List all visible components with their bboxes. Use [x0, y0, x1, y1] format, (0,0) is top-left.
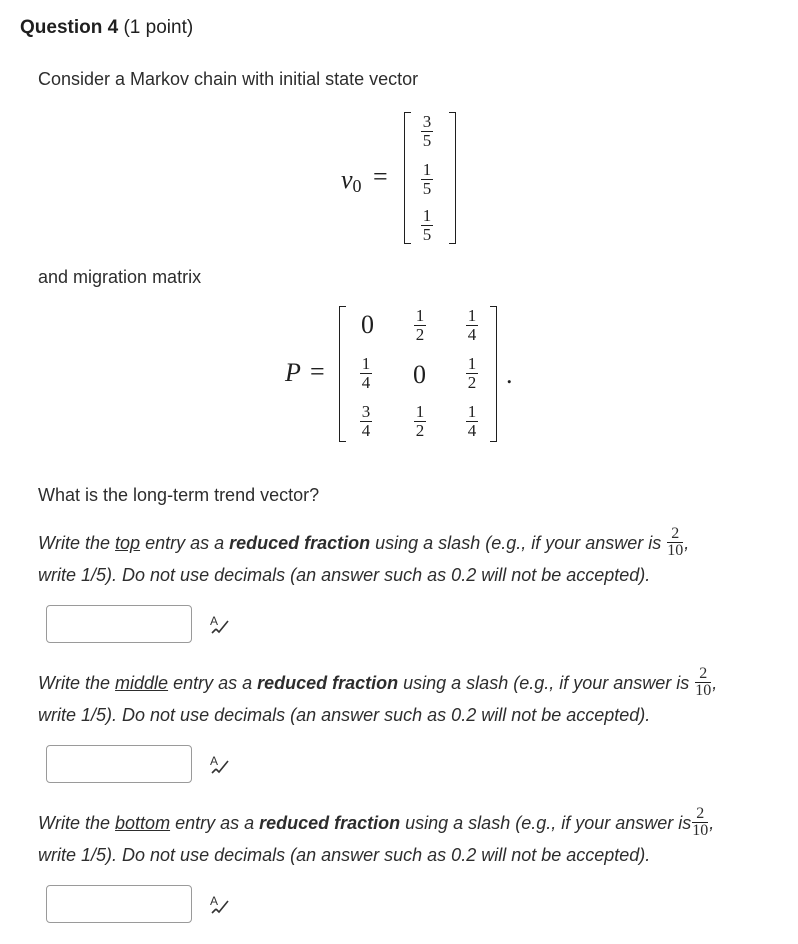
- vector-right-bracket: [449, 112, 456, 244]
- matrix-cell-2-2: 0: [413, 360, 426, 389]
- matrix-cell-3-2: 1 2: [415, 402, 425, 440]
- vector-entry-2: 1 5: [422, 160, 432, 198]
- vector-left-bracket: [404, 112, 411, 244]
- matrix-cell-2-1: 1 4: [361, 354, 371, 392]
- question-title: [20, 17, 193, 39]
- prompt-text: What is the long-term trend vector?: [38, 485, 320, 505]
- intro-text: Consider a Markov chain with initial state vector: [38, 69, 419, 89]
- instruction-bottom: Write the bottom entry as a reduced fraction using a slash (e.g., if your answer is $\frac{2}{10}$ , write 1/5). Do not use decimals (an answer such as 0.2 will not be accepted).: [38, 804, 715, 865]
- instruction-middle: Write the middle entry as a reduced fraction using a slash (e.g., if your answer is $\frac{2}{10}$ , write 1/5). Do not use decimals (an answer such as 0.2 will not be accepted).: [38, 664, 718, 725]
- vector-equals: =: [373, 162, 388, 191]
- matrix-cell-3-1: 3 4: [361, 402, 371, 440]
- matrix-label: P: [285, 358, 301, 387]
- matrix-cell-2-3: 1 2: [467, 354, 477, 392]
- matrix-period: .: [506, 360, 513, 389]
- matrix-left-bracket: [339, 306, 346, 442]
- spellcheck-icon[interactable]: [208, 613, 232, 637]
- instruction-top: Write the top entry as a reduced fraction using a slash (e.g., if your answer is $\frac{2}{10}$ , write 1/5). Do not use decimals (an answer such as 0.2 will not be accepted).: [38, 524, 690, 585]
- matrix-cell-1-1: 0: [361, 310, 374, 339]
- matrix-cell-1-2: 1 2: [415, 306, 425, 344]
- matrix-cell-1-3: 1 4: [467, 306, 477, 344]
- answer-input-top[interactable]: [46, 605, 192, 643]
- matrix-cell-3-3: 1 4: [467, 402, 477, 440]
- matrix-right-bracket: [490, 306, 497, 442]
- migration-intro: and migration matrix: [38, 267, 202, 287]
- spellcheck-icon[interactable]: [208, 753, 232, 777]
- question-number: Question 4: [20, 17, 119, 38]
- vector-entry-1: 3 5: [422, 112, 432, 150]
- question-points: (1 point): [123, 17, 194, 38]
- matrix-equals: =: [310, 357, 325, 386]
- svg-text:A: A: [210, 754, 219, 768]
- spellcheck-icon[interactable]: [208, 893, 232, 917]
- vector-entry-3: 1 5: [422, 206, 432, 244]
- answer-input-middle[interactable]: [46, 745, 192, 783]
- answer-input-bottom[interactable]: [46, 885, 192, 923]
- vector-label: v0: [341, 165, 362, 196]
- svg-text:A: A: [210, 614, 219, 628]
- svg-text:A: A: [210, 894, 219, 908]
